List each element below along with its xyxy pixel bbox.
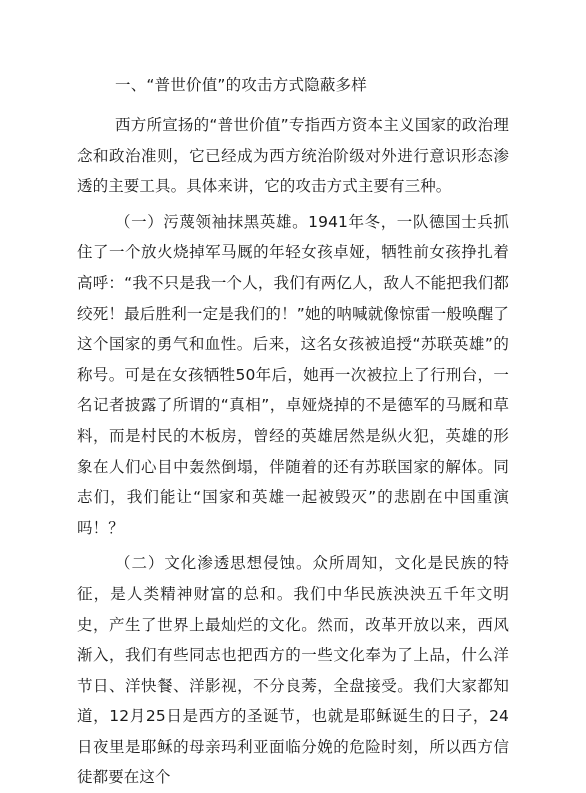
paragraph-section-two: （二）文化渗透思想侵蚀。众所周知，文化是民族的特征，是人类精神财富的总和。我们中华民族泱泱五千年文明史，产生了世界上最灿烂的文化。然而，改革开放以来，西风渐入，我们有些同志也把西方的一些文化奉为了上品，什么洋节日、洋快餐、洋影视，不分良莠，全盘接受。我们大家都知道，12月25日是西方的圣诞节，也就是耶稣诞生的日子，24日夜里是耶稣的母亲玛利亚面临分娩的危险时刻，所以西方信徒都要在这个 [77,554,509,787]
paragraph-section-one: （一）污蔑领袖抹黑英雄。1941年冬，一队德国士兵抓住了一个放火烧掉军马厩的年轻女孩卓娅，牺牲前女孩挣扎着高呼：“我不只是我一个人，我们有两亿人，敌人不能把我们都绞死！最后胜利一定是我们的！”她的呐喊就像惊雷一般唤醒了这个国家的勇气和血性。后来，这名女孩被追授“苏联英雄”的称号。可是在女孩牺牲50年后，她再一次被拉上了行刑台，一名记者披露了所谓的“真相”，卓娅烧掉的不是德军的马厩和草料，而是村民的木板房，曾经的英雄居然是纵火犯，英雄的形象在人们心目中轰然倒塌，伴随着的还有苏联国家的解体。同志们，我们能让“国家和英雄一起被毁灭”的悲剧在中国重演吗！？ [77,212,509,537]
paragraph-intro: 西方所宣扬的“普世价值”专指西方资本主义国家的政治理念和政治准则，它已经成为西方统治阶级对外进行意识形态渗透的主要工具。具体来讲，它的攻击方式主要有三种。 [77,116,509,196]
document-page [77,68,509,793]
section-heading: 一、“普世价值”的攻击方式隐蔽多样 [115,76,367,94]
